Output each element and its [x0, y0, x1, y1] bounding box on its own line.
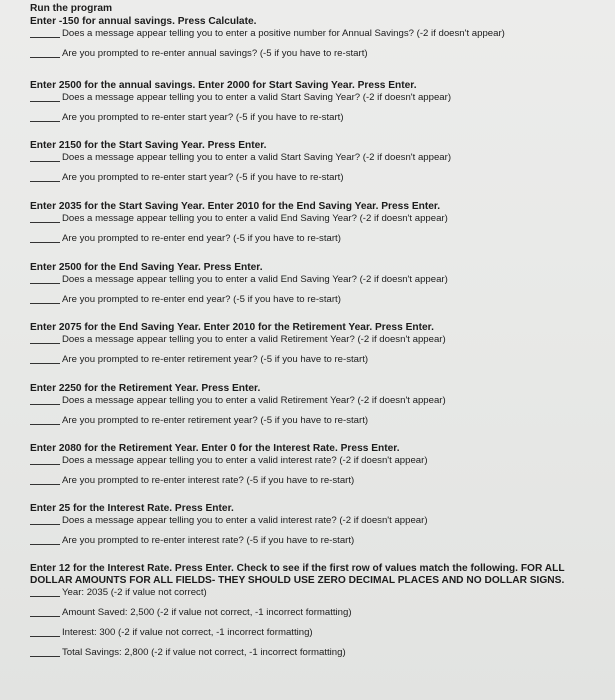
- checklist-item-text: Year: 2035 (-2 if value not correct): [62, 587, 207, 598]
- section-heading: Enter 2075 for the End Saving Year. Enter 2010 for the Retirement Year. Press Enter.: [30, 322, 434, 333]
- checklist-item: [30, 92, 605, 112]
- checkbox-blank[interactable]: [30, 101, 60, 102]
- checklist-item-text: Are you prompted to re-enter interest rate? (-5 if you have to re-start): [62, 475, 355, 486]
- checklist-item-text: Does a message appear telling you to enter a valid Start Saving Year? (-2 if doesn't appear): [62, 92, 452, 103]
- checkbox-blank[interactable]: [30, 363, 60, 364]
- checklist-item-text: Does a message appear telling you to enter a valid End Saving Year? (-2 if doesn't appear): [62, 213, 448, 224]
- checklist-item: [30, 415, 605, 435]
- checklist-item-text: Does a message appear telling you to enter a valid Retirement Year? (-2 if doesn't appear): [62, 334, 446, 345]
- checklist-item-text: Amount Saved: 2,500 (-2 if value not correct, -1 incorrect formatting): [62, 607, 352, 618]
- section-heading: Enter 2500 for the End Saving Year. Press Enter.: [30, 262, 263, 273]
- checklist-item-text: Are you prompted to re-enter end year? (-5 if you have to re-start): [62, 294, 341, 305]
- test-section-3: [30, 140, 605, 192]
- checkbox-blank[interactable]: [30, 596, 60, 597]
- test-section-5: [30, 262, 605, 314]
- section-heading: Enter 2035 for the Start Saving Year. Enter 2010 for the End Saving Year. Press Enter.: [30, 201, 441, 212]
- section-heading: Enter 2150 for the Start Saving Year. Press Enter.: [30, 140, 267, 151]
- checkbox-blank[interactable]: [30, 484, 60, 485]
- checklist-item: [30, 475, 605, 495]
- checklist-item: [30, 627, 605, 647]
- checklist-item-text: Interest: 300 (-2 if value not correct, -1 incorrect formatting): [62, 627, 313, 638]
- checkbox-blank[interactable]: [30, 283, 60, 284]
- checkbox-blank[interactable]: [30, 636, 60, 637]
- checklist-item: [30, 28, 605, 48]
- checkbox-blank[interactable]: [30, 464, 60, 465]
- checklist-item-text: Does a message appear telling you to enter a valid Retirement Year? (-2 if doesn't appear): [62, 395, 446, 406]
- test-section-9: [30, 503, 605, 555]
- checklist-item: [30, 294, 605, 314]
- checkbox-blank[interactable]: [30, 524, 60, 525]
- checkbox-blank[interactable]: [30, 303, 60, 304]
- checklist-item: [30, 112, 605, 132]
- test-section-1: [30, 16, 605, 68]
- checklist-item: [30, 647, 605, 667]
- checklist-item: [30, 515, 605, 535]
- checklist-item-text: Does a message appear telling you to enter a valid End Saving Year? (-2 if doesn't appear): [62, 274, 448, 285]
- checklist-item-text: Are you prompted to re-enter end year? (-5 if you have to re-start): [62, 233, 341, 244]
- checklist-item: [30, 535, 605, 555]
- section-heading: Enter -150 for annual savings. Press Calculate.: [30, 16, 257, 27]
- test-section-8: [30, 443, 605, 495]
- section-heading: Enter 2250 for the Retirement Year. Press Enter.: [30, 383, 261, 394]
- checklist-item-text: Are you prompted to re-enter start year? (-5 if you have to re-start): [62, 172, 344, 183]
- checkbox-blank[interactable]: [30, 222, 60, 223]
- checklist-item-text: Does a message appear telling you to enter a positive number for Annual Savings? (-2 if doesn't appear): [62, 28, 505, 39]
- checklist-item: [30, 395, 605, 415]
- checkbox-blank[interactable]: [30, 57, 60, 58]
- checklist-item-text: Does a message appear telling you to enter a valid interest rate? (-2 if doesn't appear): [62, 515, 428, 526]
- checklist-item-text: Total Savings: 2,800 (-2 if value not correct, -1 incorrect formatting): [62, 647, 346, 658]
- checklist-item: [30, 274, 605, 294]
- checklist-item: [30, 607, 605, 627]
- checklist-item-text: Does a message appear telling you to enter a valid Start Saving Year? (-2 if doesn't appear): [62, 152, 452, 163]
- checklist-item: [30, 233, 605, 253]
- checklist-item-text: Are you prompted to re-enter interest rate? (-5 if you have to re-start): [62, 535, 355, 546]
- checklist-item: [30, 587, 605, 607]
- checkbox-blank[interactable]: [30, 343, 60, 344]
- checklist-item: [30, 48, 605, 68]
- test-section-10: [30, 563, 605, 667]
- checkbox-blank[interactable]: [30, 424, 60, 425]
- section-heading: Enter 25 for the Interest Rate. Press Enter.: [30, 503, 234, 514]
- checkbox-blank[interactable]: [30, 404, 60, 405]
- checklist-item: [30, 455, 605, 475]
- document-title: Run the program: [30, 3, 113, 14]
- checklist-item-text: Are you prompted to re-enter retirement year? (-5 if you have to re-start): [62, 354, 369, 365]
- checkbox-blank[interactable]: [30, 544, 60, 545]
- section-heading: Enter 12 for the Interest Rate. Press Enter. Check to see if the first row of values match the following. FOR ALL DOLLAR AMOUNTS FOR ALL FIELDS- THEY SHOULD USE ZERO DECIMAL PLACES AND NO DOLLAR SIGNS.: [30, 563, 565, 586]
- checkbox-blank[interactable]: [30, 616, 60, 617]
- checkbox-blank[interactable]: [30, 37, 60, 38]
- checkbox-blank[interactable]: [30, 161, 60, 162]
- checklist-item-text: Are you prompted to re-enter start year? (-5 if you have to re-start): [62, 112, 344, 123]
- test-section-2: [30, 80, 605, 132]
- checklist-item-text: Are you prompted to re-enter retirement year? (-5 if you have to re-start): [62, 415, 369, 426]
- checklist-item: [30, 152, 605, 172]
- test-section-6: [30, 322, 605, 374]
- checklist-item: [30, 172, 605, 192]
- checklist-item-text: Are you prompted to re-enter annual savings? (-5 if you have to re-start): [62, 48, 368, 59]
- checklist-item: [30, 334, 605, 354]
- test-section-7: [30, 383, 605, 435]
- checkbox-blank[interactable]: [30, 121, 60, 122]
- checklist-item: [30, 354, 605, 374]
- checklist-item: [30, 213, 605, 233]
- checklist-item-text: Does a message appear telling you to enter a valid interest rate? (-2 if doesn't appear): [62, 455, 428, 466]
- checkbox-blank[interactable]: [30, 656, 60, 657]
- section-heading: Enter 2500 for the annual savings. Enter 2000 for Start Saving Year. Press Enter.: [30, 80, 417, 91]
- section-heading: Enter 2080 for the Retirement Year. Enter 0 for the Interest Rate. Press Enter.: [30, 443, 400, 454]
- test-section-4: [30, 201, 605, 253]
- checkbox-blank[interactable]: [30, 181, 60, 182]
- checkbox-blank[interactable]: [30, 242, 60, 243]
